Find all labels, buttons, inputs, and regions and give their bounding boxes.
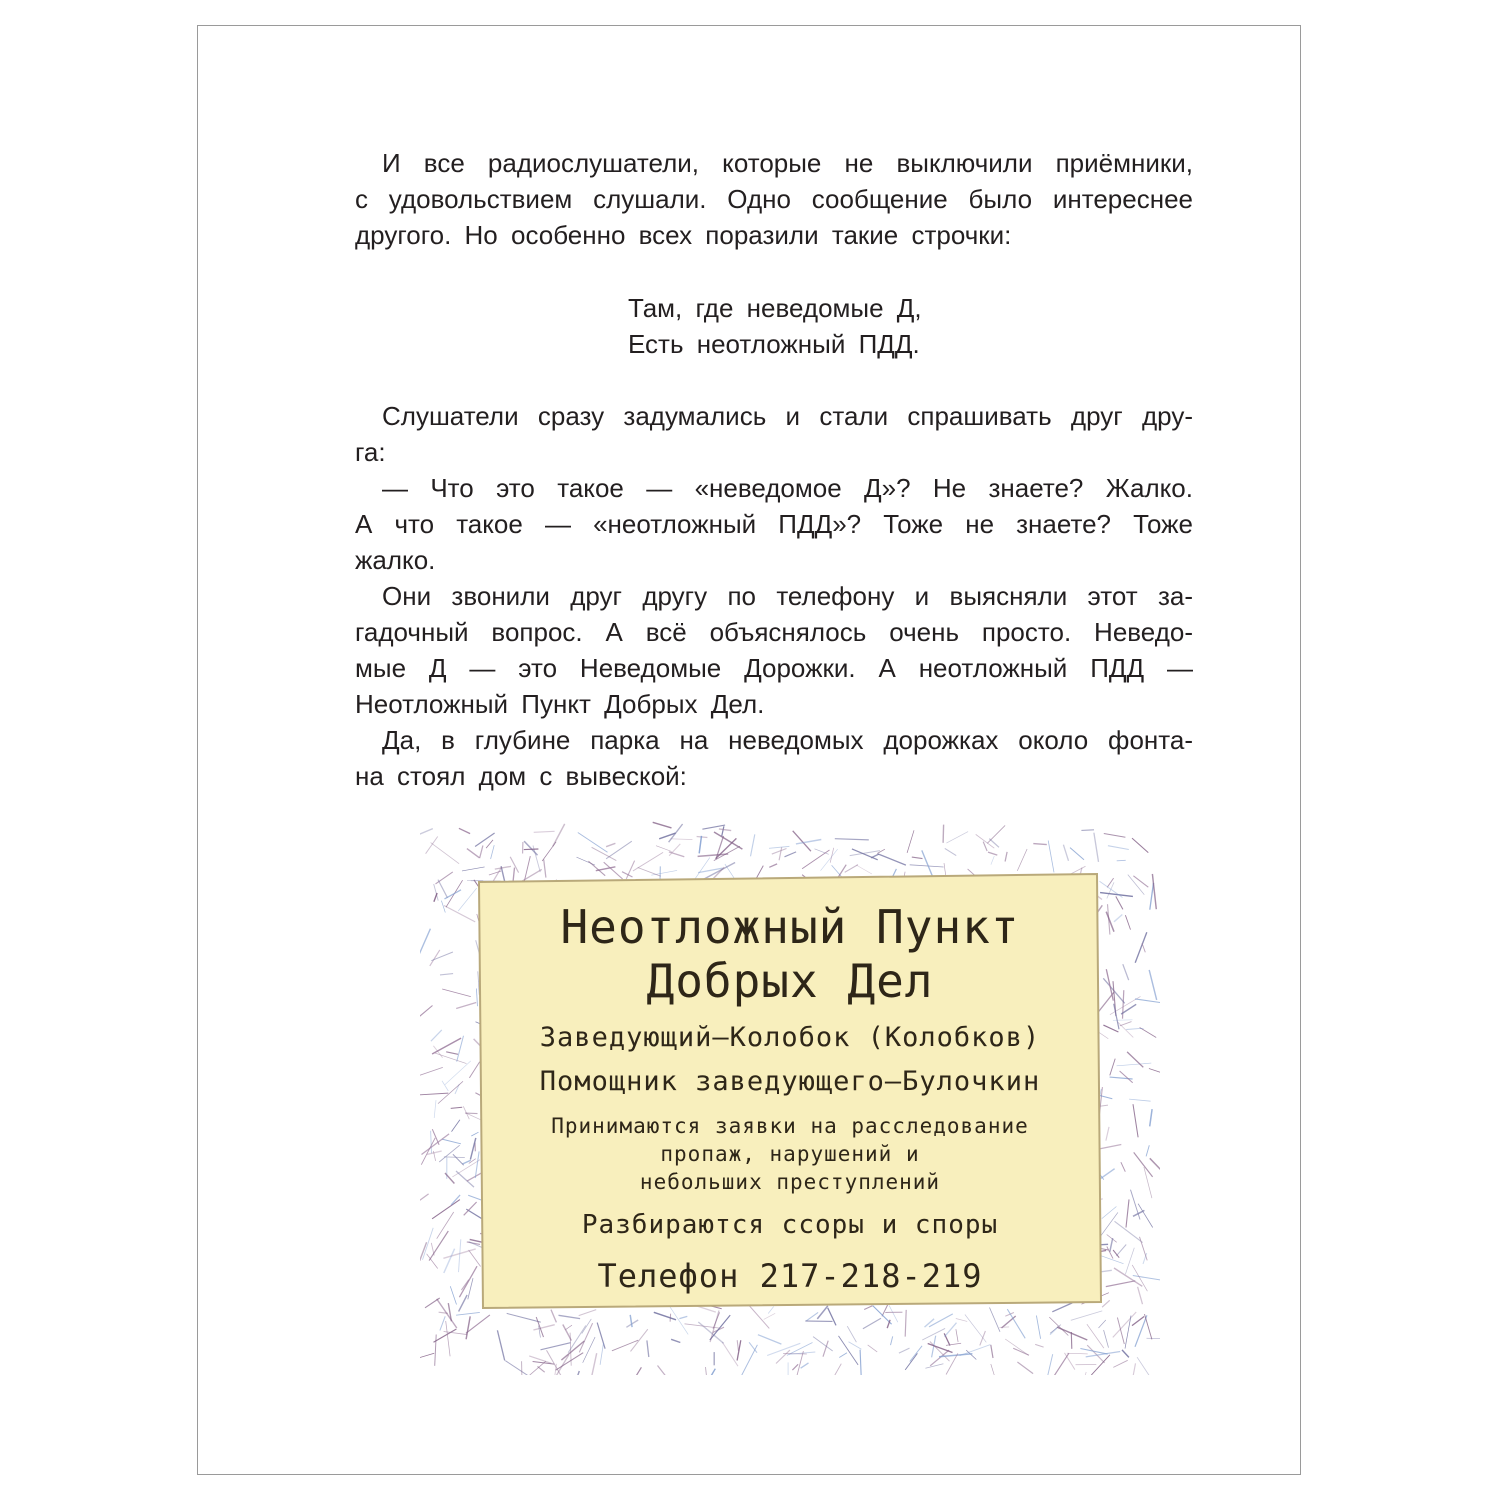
text-line: Они звонили друг другу по телефону и выясняли этот за-: [382, 581, 1193, 611]
crayon-stroke: [1120, 1022, 1132, 1026]
crayon-stroke: [505, 1361, 531, 1375]
crayon-stroke: [1126, 1029, 1143, 1030]
crayon-stroke: [1123, 964, 1129, 980]
sign-assistant: Помощник заведующего—Булочкин: [539, 1066, 1041, 1097]
crayon-stroke: [455, 1084, 459, 1094]
crayon-stroke: [835, 839, 869, 840]
crayon-stroke: [922, 1328, 945, 1340]
crayon-stroke: [1067, 1353, 1088, 1354]
paragraph-5: [355, 722, 1193, 794]
crayon-stroke: [445, 1061, 471, 1085]
crayon-stroke: [426, 837, 438, 854]
text-line: с удовольствием слушали. Одно сообщение было интереснее: [355, 184, 1193, 214]
crayon-stroke: [555, 1355, 569, 1375]
crayon-stroke: [912, 857, 923, 859]
crayon-stroke: [462, 1160, 470, 1164]
crayon-stroke: [1150, 883, 1154, 910]
crayon-stroke: [849, 1342, 862, 1349]
crayon-stroke: [1013, 1348, 1029, 1355]
crayon-stroke: [956, 1319, 967, 1322]
crayon-stroke: [475, 833, 495, 847]
crayon-stroke: [1110, 1077, 1133, 1079]
text-line: А что такое — «неотложный ПДД»? Тоже не знаете? Тоже: [355, 509, 1193, 539]
crayon-stroke: [826, 1364, 842, 1375]
crayon-stroke: [795, 1351, 803, 1375]
crayon-stroke: [420, 1067, 443, 1078]
crayon-stroke: [1129, 1099, 1151, 1101]
crayon-stroke: [435, 1053, 467, 1064]
crayon-stroke: [1106, 1281, 1136, 1287]
crayon-stroke: [524, 849, 539, 850]
crayon-stroke: [878, 854, 906, 865]
sign-disputes: Разбираются ссоры и споры: [581, 1210, 999, 1240]
crayon-stroke: [863, 1318, 881, 1329]
crayon-stroke: [792, 1364, 798, 1370]
crayon-stroke: [700, 1369, 716, 1375]
crayon-stroke: [737, 1340, 738, 1351]
sign-requests-line-2: пропаж, нарушений и: [660, 1142, 920, 1166]
crayon-stroke: [444, 906, 475, 922]
crayon-stroke: [1033, 844, 1047, 845]
crayon-stroke: [1106, 969, 1113, 1000]
crayon-stroke: [772, 849, 787, 855]
crayon-stroke: [553, 824, 565, 847]
crayon-stroke: [823, 1341, 828, 1357]
crayon-stroke: [1071, 1332, 1072, 1349]
crayon-stroke: [769, 846, 789, 848]
crayon-stroke: [440, 974, 453, 975]
crayon-stroke: [559, 1315, 581, 1318]
crayon-stroke: [987, 825, 1005, 843]
crayon-stroke: [466, 1316, 470, 1339]
crayon-stroke: [612, 1340, 638, 1351]
crayon-stroke: [533, 1325, 554, 1330]
crayon-stroke: [980, 1331, 986, 1345]
sign-title-line-1: Неотложный Пункт: [560, 900, 1020, 954]
crayon-stroke: [1099, 1320, 1106, 1328]
crayon-stroke: [1063, 845, 1068, 861]
crayon-stroke: [679, 1316, 687, 1318]
text-line: другого. Но особенно всех поразили такие строчки:: [355, 220, 1012, 250]
crayon-stroke: [946, 832, 968, 844]
crayon-stroke: [1047, 1354, 1053, 1375]
crayon-stroke: [1140, 1028, 1157, 1038]
crayon-stroke: [434, 1329, 457, 1342]
crayon-stroke: [420, 929, 430, 961]
crayon-stroke: [1135, 932, 1147, 963]
crayon-stroke: [988, 852, 997, 855]
crayon-stroke: [654, 1312, 676, 1320]
crayon-stroke: [699, 836, 701, 854]
crayon-stroke: [1118, 1022, 1134, 1037]
crayon-stroke: [1149, 1069, 1160, 1077]
crayon-stroke: [534, 831, 555, 832]
crayon-stroke: [1117, 860, 1126, 861]
crayon-stroke: [635, 1367, 641, 1375]
crayon-stroke: [1140, 1237, 1148, 1261]
crayon-stroke: [1110, 1238, 1113, 1252]
crayon-stroke: [1005, 852, 1007, 862]
crayon-stroke: [802, 850, 829, 869]
crayon-stroke: [582, 1319, 592, 1334]
crayon-stroke: [1123, 990, 1124, 1019]
crayon-stroke: [769, 864, 777, 867]
crayon-stroke: [899, 1348, 910, 1353]
sign-title-line-2: Добрых Дел: [646, 954, 934, 1008]
crayon-stroke: [891, 1336, 893, 1345]
crayon-stroke: [1106, 1127, 1109, 1141]
crayon-stroke: [710, 1311, 719, 1343]
crayon-stroke: [1121, 1162, 1125, 1172]
paragraph-1: [355, 145, 1193, 253]
paragraph-4: [355, 578, 1193, 722]
crayon-stroke: [1005, 1339, 1028, 1355]
crayon-stroke: [1108, 846, 1129, 850]
crayon-stroke: [1133, 1104, 1138, 1137]
crayon-stroke: [793, 831, 811, 851]
crayon-stroke: [420, 1194, 429, 1214]
crayon-stroke: [801, 1363, 809, 1368]
crayon-stroke: [459, 828, 470, 833]
crayon-stroke: [633, 852, 663, 871]
crayon-stroke: [1007, 1309, 1025, 1338]
crayon-stroke: [868, 1345, 878, 1352]
crayon-stroke: [991, 856, 994, 865]
crayon-stroke: [1114, 915, 1122, 922]
crayon-stroke: [945, 848, 956, 855]
text-line: на стоял дом с вывеской:: [355, 761, 687, 791]
crayon-stroke: [456, 1312, 480, 1315]
crayon-stroke: [444, 1249, 455, 1273]
crayon-stroke: [528, 1361, 546, 1375]
crayon-stroke: [524, 841, 537, 855]
crayon-stroke: [453, 1154, 464, 1165]
crayon-stroke: [956, 1329, 958, 1342]
crayon-stroke: [431, 952, 453, 961]
crayon-stroke: [1065, 1353, 1075, 1370]
crayon-stroke: [1086, 1352, 1121, 1357]
crayon-stroke: [606, 841, 632, 859]
crayon-stroke: [446, 1321, 450, 1356]
crayon-stroke: [1113, 1360, 1127, 1367]
sign-phone: Телефон 217-218-219: [597, 1257, 983, 1295]
crayon-stroke: [1146, 1145, 1149, 1156]
crayon-stroke: [1106, 912, 1114, 932]
crayon-stroke: [1081, 830, 1094, 831]
crayon-stroke: [442, 1139, 461, 1144]
text-line: гадочный вопрос. А всё объяснялось очень просто. Неведо-: [355, 617, 1193, 647]
crayon-stroke: [1145, 1314, 1152, 1339]
crayon-stroke: [716, 838, 737, 858]
crayon-stroke: [467, 849, 480, 858]
crayon-stroke: [946, 1343, 961, 1345]
crayon-stroke: [420, 829, 433, 837]
crayon-stroke: [431, 1131, 432, 1153]
crayon-stroke: [1116, 896, 1123, 909]
crayon-stroke: [719, 829, 731, 831]
crayon-stroke: [943, 825, 944, 843]
crayon-stroke: [1132, 838, 1148, 853]
crayon-stroke: [462, 867, 485, 871]
crayon-stroke: [1035, 1344, 1043, 1347]
crayon-stroke: [1131, 1363, 1136, 1375]
crayon-stroke: [1070, 848, 1084, 860]
crayon-stroke: [910, 865, 944, 867]
paragraph-2: [355, 398, 1193, 470]
crayon-stroke: [1133, 1276, 1160, 1281]
crayon-stroke: [1048, 841, 1054, 873]
crayon-stroke: [420, 1093, 448, 1095]
crayon-stroke: [597, 1323, 605, 1349]
crayon-stroke: [905, 1310, 906, 1337]
crayon-stroke: [442, 989, 471, 997]
crayon-stroke: [439, 1145, 460, 1162]
crayon-stroke: [542, 842, 556, 861]
crayon-stroke: [1110, 1059, 1115, 1076]
sign-illustration: [420, 820, 1160, 1375]
crayon-stroke: [910, 1346, 922, 1362]
crayon-stroke: [420, 1353, 434, 1358]
crayon-stroke: [796, 840, 821, 844]
crayon-stroke: [1071, 1311, 1102, 1320]
crayon-stroke: [1104, 834, 1126, 838]
verse-line: Есть неотложный ПДД.: [628, 329, 920, 359]
crayon-stroke: [1150, 1109, 1152, 1126]
crayon-stroke: [907, 830, 914, 853]
crayon-stroke: [456, 1003, 476, 1009]
crayon-stroke: [1132, 1265, 1147, 1291]
crayon-stroke: [776, 1350, 790, 1363]
crayon-stroke: [541, 1343, 571, 1350]
crayon-stroke: [432, 1200, 460, 1219]
crayon-stroke: [1104, 1330, 1109, 1348]
crayon-stroke: [438, 880, 447, 898]
text-line: И все радиослушатели, которые не выключили приёмники,: [382, 148, 1193, 178]
crayon-stroke: [441, 901, 445, 913]
crayon-stroke: [1126, 1199, 1129, 1227]
text-line: Неотложный Пункт Добрых Дел.: [355, 689, 765, 719]
crayon-stroke: [1078, 1372, 1087, 1375]
crayon-stroke: [945, 1323, 957, 1337]
crayon-stroke: [764, 1313, 776, 1319]
crayon-stroke: [847, 1326, 856, 1342]
crayon-stroke: [1117, 1063, 1152, 1066]
crayon-stroke: [1036, 1316, 1040, 1339]
sign-plate: [475, 872, 1105, 1312]
sign-requests-line-1: Принимаются заявки на расследование: [551, 1114, 1029, 1138]
crayon-stroke: [839, 1353, 847, 1358]
crayon-stroke: [658, 1366, 673, 1376]
crayon-stroke: [860, 1350, 861, 1375]
crayon-stroke: [591, 1353, 597, 1375]
verse: [628, 290, 1028, 362]
crayon-stroke: [459, 1239, 461, 1272]
crayon-stroke: [446, 1052, 458, 1055]
crayon-stroke: [779, 847, 782, 860]
crayon-stroke: [459, 1295, 468, 1312]
crayon-stroke: [656, 846, 672, 852]
crayon-stroke: [438, 1081, 463, 1103]
crayon-stroke: [1087, 1324, 1104, 1348]
crayon-stroke: [1122, 1350, 1129, 1358]
text-line: жалко.: [355, 545, 436, 575]
crayon-stroke: [669, 824, 683, 842]
crayon-stroke: [647, 1340, 649, 1357]
crayon-stroke: [785, 852, 797, 857]
crayon-stroke: [461, 1280, 468, 1290]
sign-requests-line-3: небольших преступлений: [639, 1170, 941, 1194]
crayon-stroke: [437, 1212, 454, 1239]
text-line: — Что это такое — «неведомое Д»? Не знаете? Жалко.: [382, 473, 1193, 503]
crayon-stroke: [1125, 1248, 1134, 1275]
crayon-stroke: [991, 1345, 993, 1358]
crayon-stroke: [670, 839, 692, 840]
crayon-stroke: [606, 843, 615, 846]
crayon-stroke: [1149, 970, 1157, 1000]
crayon-stroke: [1137, 1357, 1154, 1375]
crayon-stroke: [1134, 1152, 1153, 1177]
text-line: мые Д — это Неведомые Дорожки. А неотложный ПДД —: [355, 653, 1193, 683]
crayon-stroke: [722, 826, 724, 836]
crayon-stroke: [706, 1367, 709, 1375]
crayon-stroke: [578, 833, 608, 853]
crayon-stroke: [758, 1335, 782, 1344]
crayon-stroke: [491, 845, 495, 859]
crayon-stroke: [538, 1366, 545, 1372]
crayon-stroke: [556, 1353, 584, 1371]
crayon-stroke: [1091, 1355, 1110, 1375]
crayon-stroke: [486, 840, 493, 848]
crayon-stroke: [450, 1286, 456, 1304]
crayon-stroke: [600, 1343, 603, 1365]
crayon-stroke: [1103, 1025, 1118, 1032]
crayon-stroke: [1138, 1204, 1153, 1228]
crayon-stroke: [571, 1371, 580, 1375]
crayon-stroke: [1116, 1245, 1126, 1256]
crayon-stroke: [431, 1030, 442, 1041]
crayon-stroke: [806, 1312, 818, 1321]
crayon-stroke: [452, 1120, 460, 1132]
crayon-stroke: [425, 1298, 440, 1308]
paragraph-3: [355, 470, 1193, 578]
sign-manager: Заведующий—Колобок (Колобков): [539, 1022, 1041, 1053]
crayon-stroke: [440, 1316, 445, 1330]
crayon-stroke: [1133, 876, 1148, 887]
crayon-stroke: [925, 1364, 943, 1369]
crayon-stroke: [431, 843, 460, 864]
crayon-stroke: [813, 1337, 833, 1351]
crayon-stroke: [1115, 1221, 1143, 1242]
crayon-stroke: [495, 866, 511, 869]
crayon-stroke: [1132, 1317, 1144, 1326]
crayon-stroke: [1138, 1287, 1143, 1304]
crayon-stroke: [925, 1319, 935, 1327]
crayon-stroke: [420, 1006, 433, 1028]
crayon-stroke: [1114, 1004, 1119, 1029]
crayon-stroke: [1017, 849, 1027, 871]
crayon-stroke: [507, 1313, 541, 1322]
crayon-stroke: [1120, 1071, 1133, 1083]
crayon-stroke: [451, 1107, 463, 1108]
crayon-stroke: [1017, 1362, 1033, 1374]
crayon-stroke: [435, 1335, 437, 1366]
crayon-stroke: [436, 872, 453, 884]
crayon-stroke: [458, 888, 477, 911]
crayon-stroke: [480, 846, 483, 859]
crayon-stroke: [565, 1325, 572, 1330]
verse-line: Там, где неведомые Д,: [628, 293, 922, 323]
crayon-stroke: [1125, 915, 1130, 929]
crayon-stroke: [631, 1329, 648, 1351]
crayon-stroke: [1135, 1315, 1147, 1347]
crayon-stroke: [434, 893, 437, 902]
crayon-stroke: [434, 1100, 436, 1118]
crayon-stroke: [669, 852, 684, 857]
crayon-stroke: [991, 1364, 1001, 1375]
crayon-stroke: [983, 842, 987, 851]
crayon-stroke: [1094, 833, 1099, 862]
crayon-stroke: [1142, 943, 1145, 952]
crayon-stroke: [1002, 1316, 1016, 1328]
crayon-stroke: [671, 1339, 680, 1342]
text-line: Слушатели сразу задумались и стали спрашивать друг дру-: [382, 401, 1193, 431]
crayon-stroke: [1080, 1349, 1107, 1355]
text-line: Да, в глубине парка на неведомых дорожках около фонта-: [382, 725, 1193, 755]
text-line: га:: [355, 437, 386, 467]
crayon-stroke: [1113, 1020, 1133, 1021]
crayon-stroke: [905, 1353, 917, 1370]
crayon-stroke: [497, 1330, 504, 1360]
crayon-stroke: [1152, 874, 1156, 909]
crayon-stroke: [751, 834, 755, 856]
crayon-stroke: [653, 822, 672, 828]
crayon-stroke: [722, 1342, 738, 1366]
crayon-stroke: [1150, 1158, 1160, 1182]
